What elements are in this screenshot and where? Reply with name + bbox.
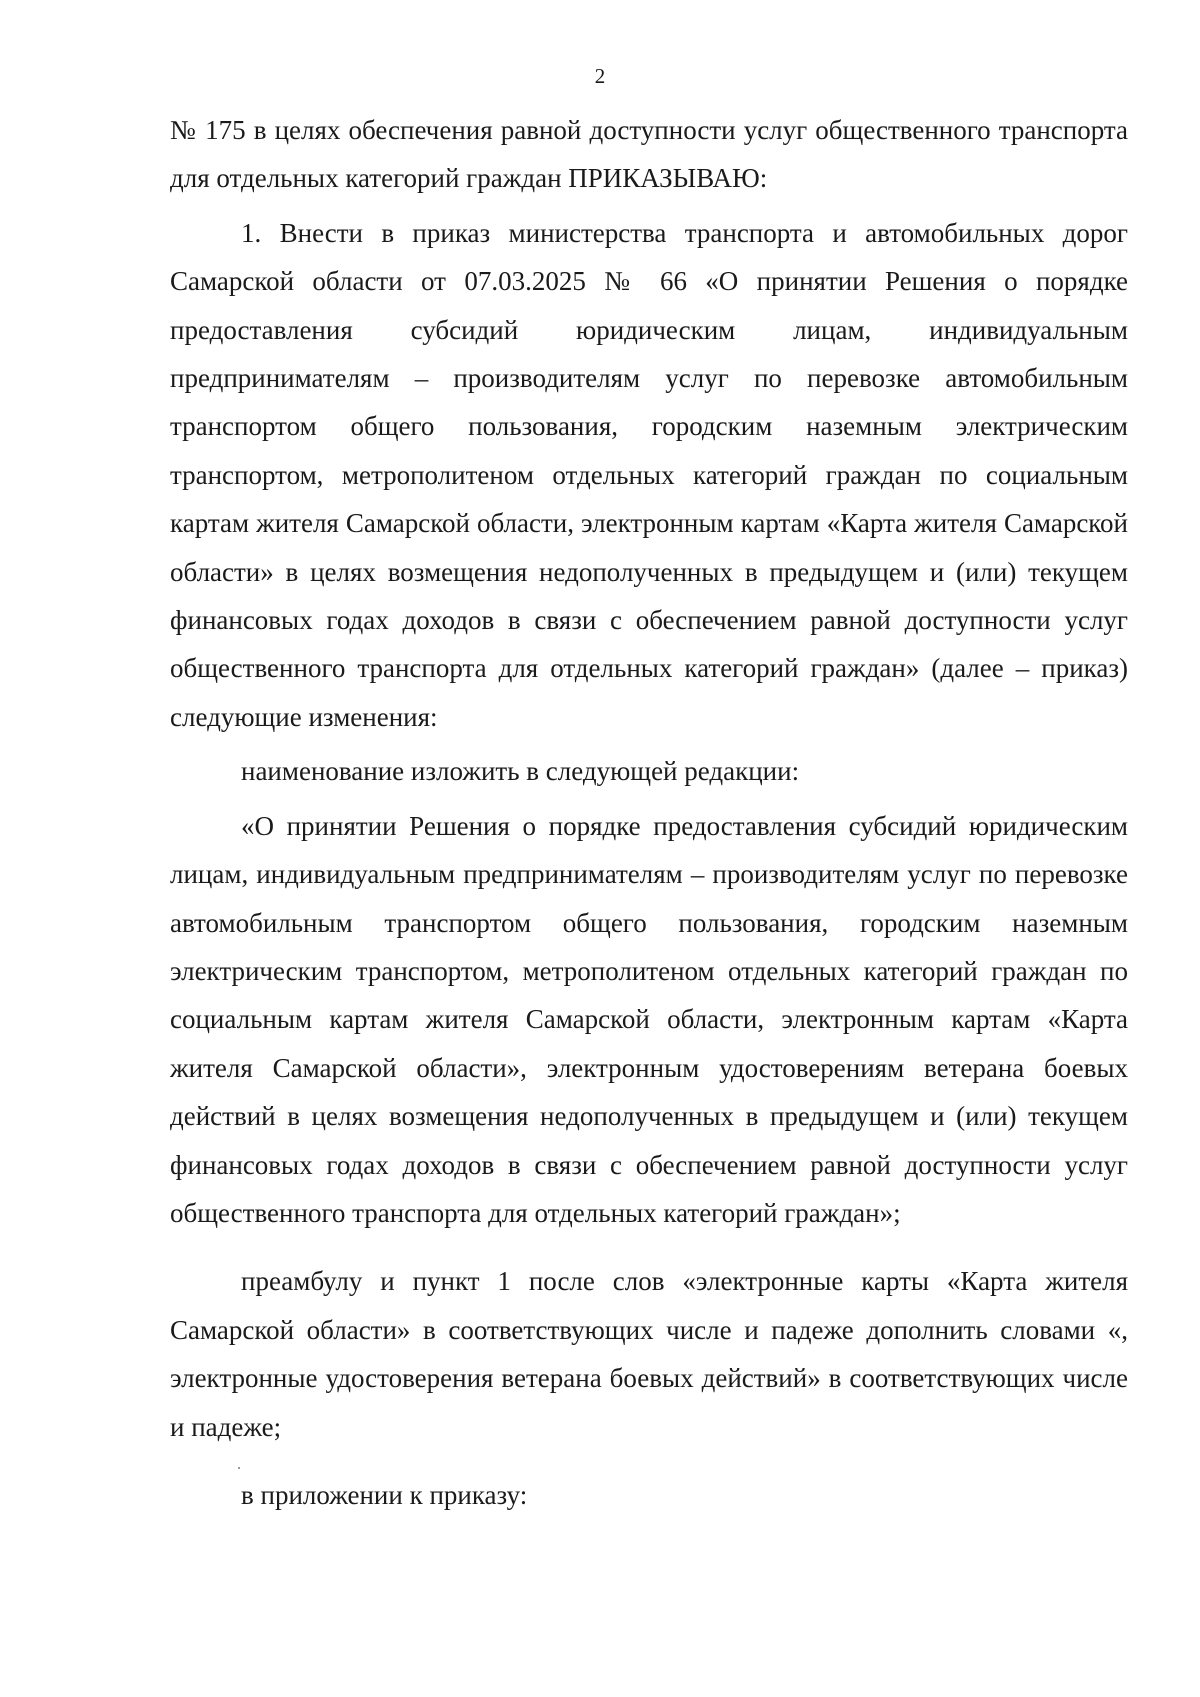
paragraph-new-title: «О принятии Решения о порядке предоставления субсидий юридическим лицам, индивидуальным предпринимателям – производителям услуг по перевозке автомобильным транспортом общего пользования, городским наземным электрическим транспортом, метрополитеном отдельных категорий граждан по социальным картам жителя Самарской области, электронным картам «Карта жителя Самарской области», электронным удостоверениям ветерана боевых действий в целях возмещения недополученных в предыдущем и (или) текущем финансовых годах доходов в связи с обеспечением равной доступности услуг общественного транспорта для отдельных категорий граждан»;: [170, 810, 1128, 1228]
document-body: [170, 106, 1128, 1519]
paragraph-title-change: наименование изложить в следующей редакции:: [241, 756, 800, 787]
paragraph-appendix-intro: в приложении к приказу:: [241, 1479, 528, 1510]
paragraph-amendment-item-1: 1. Внести в приказ министерства транспорта и автомобильных дорог Самарской области от 07.03.2025 № 66 «О принятии Решения о порядке предоставления субсидий юридическим лицам, индивидуальным предпринимателям – производителям услуг по перевозке автомобильным транспортом общего пользования, городским наземным электрическим транспортом, метрополитеном отдельных категорий граждан по социальным картам жителя Самарской области, электронным картам «Карта жителя Самарской области» в целях возмещения недополученных в предыдущем и (или) текущем финансовых годах доходов в связи с обеспечением равной доступности услуг общественного транспорта для отдельных категорий граждан» (далее – приказ) следующие изменения:: [170, 217, 1128, 732]
paragraph-preamble-change: преамбулу и пункт 1 после слов «электронные карты «Карта жителя Самарской области» в соответствующих числе и падеже дополнить словами «, электронные удостоверения ветерана боевых действий» в соответствующих числе и падеже;: [170, 1266, 1128, 1442]
page-number: 2: [594, 64, 606, 88]
scan-artifact: [238, 1467, 240, 1469]
paragraph-order-clause: № 175 в целях обеспечения равной доступности услуг общественного транспорта для отдельных категорий граждан ПРИКАЗЫВАЮ:: [170, 115, 1128, 194]
